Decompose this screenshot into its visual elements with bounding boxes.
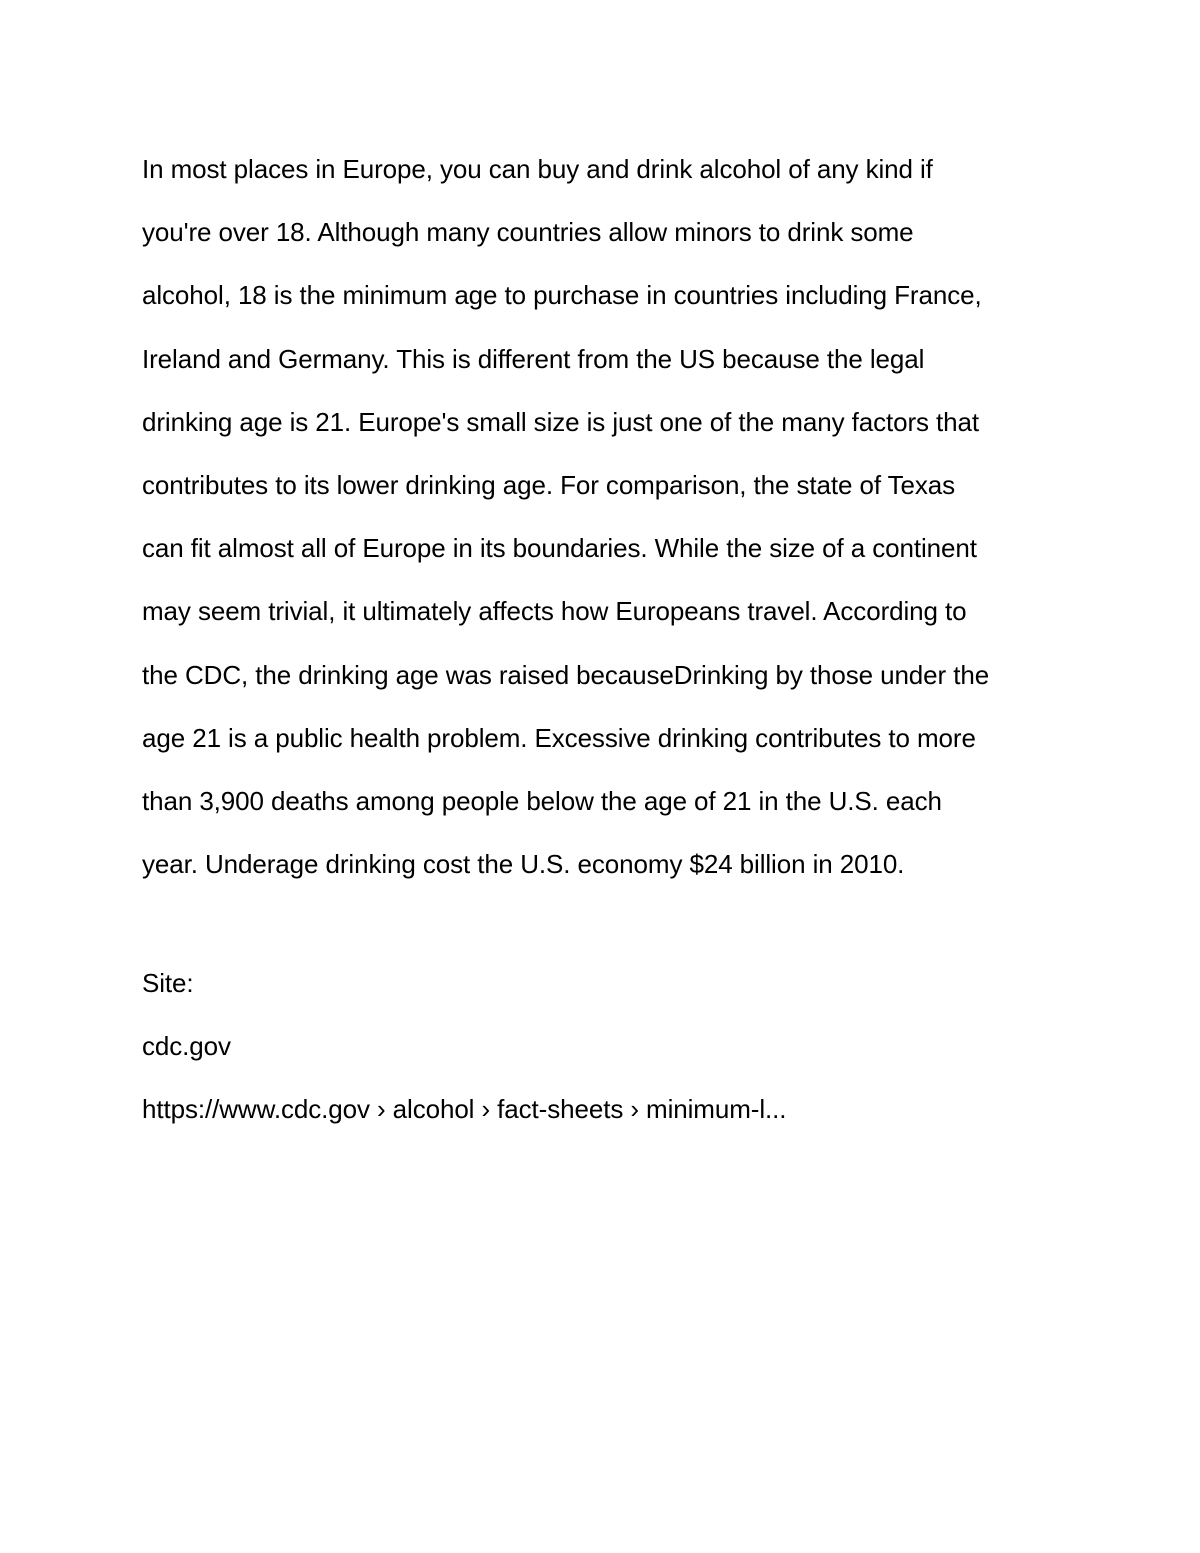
paragraph-line: alcohol, 18 is the minimum age to purchase in countries including France,	[142, 280, 982, 311]
paragraph-line: contributes to its lower drinking age. For comparison, the state of Texas	[142, 469, 956, 500]
source-citation	[142, 952, 1062, 1141]
paragraph-line: you're over 18. Although many countries allow minors to drink some	[142, 217, 914, 248]
paragraph-line: year. Underage drinking cost the U.S. economy $24 billion in 2010.	[142, 849, 905, 880]
paragraph-line: drinking age is 21. Europe's small size is just one of the many factors that	[142, 406, 980, 437]
paragraph-line: the CDC, the drinking age was raised becauseDrinking by those under the	[142, 659, 990, 690]
paragraph-line: In most places in Europe, you can buy and drink alcohol of any kind if	[142, 154, 933, 184]
source-label: Site:	[142, 968, 194, 998]
paragraph-line: may seem trivial, it ultimately affects how Europeans travel. According to	[142, 596, 967, 627]
paragraph-line: than 3,900 deaths among people below the age of 21 in the U.S. each	[142, 785, 942, 816]
paragraph-line: can fit almost all of Europe in its boundaries. While the size of a continent	[142, 533, 977, 564]
paragraph-line: age 21 is a public health problem. Excessive drinking contributes to more	[142, 722, 976, 753]
paragraph-line: Ireland and Germany. This is different from the US because the legal	[142, 343, 925, 374]
source-url: https://www.cdc.gov › alcohol › fact-sheets › minimum-l...	[142, 1094, 787, 1124]
source-site-name: cdc.gov	[142, 1031, 231, 1061]
body-paragraph	[142, 138, 1062, 896]
